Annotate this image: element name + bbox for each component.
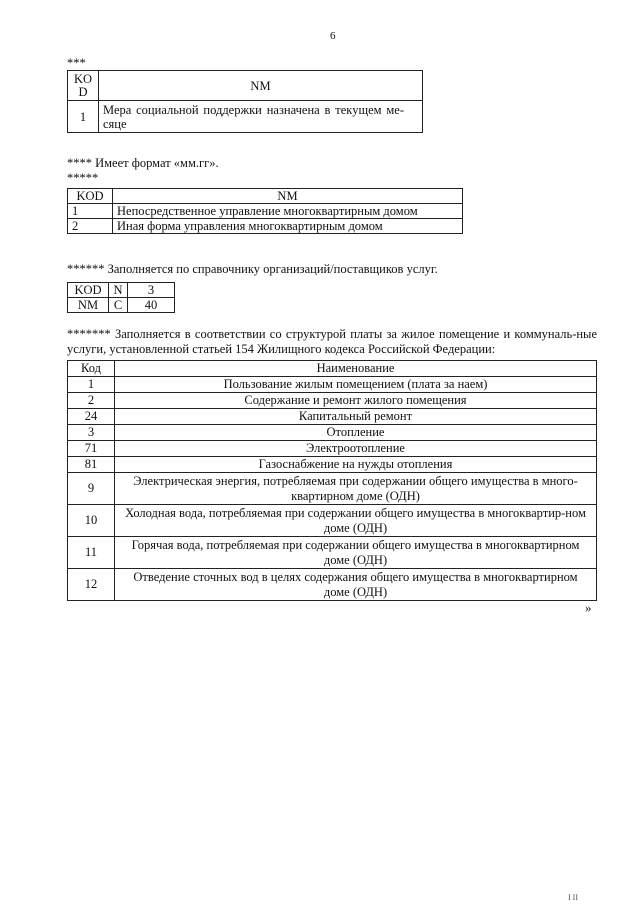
table-row xyxy=(68,425,597,441)
note3-table xyxy=(67,70,423,133)
row-name: Холодная вода, потребляемая при содержании общего имущества в многоквартир-ном доме (ОДН) xyxy=(115,505,597,537)
cell-type: N xyxy=(109,283,128,298)
row-name: Электроотопление xyxy=(115,441,597,457)
header-code: KOD xyxy=(68,189,113,204)
table-row xyxy=(68,473,597,505)
cell-length: 40 xyxy=(128,298,175,313)
table-row xyxy=(68,377,597,393)
row-code: 10 xyxy=(68,505,115,537)
row-name: Отопление xyxy=(115,425,597,441)
table-header-row xyxy=(68,71,423,101)
row-code: 3 xyxy=(68,425,115,441)
table-row xyxy=(68,505,597,537)
row-name: Капитальный ремонт xyxy=(115,409,597,425)
row-code: 24 xyxy=(68,409,115,425)
table-row xyxy=(68,283,175,298)
table-row xyxy=(68,457,597,473)
row-code: 1 xyxy=(68,377,115,393)
row-code: 2 xyxy=(68,393,115,409)
footer-mark: I II xyxy=(568,893,578,902)
note7-text: ******* Заполняется в соответствии со структурой платы за жилое помещение и коммуналь-ные услуги, установленной статьей 154 Жилищного кодекса Российской Федерации: xyxy=(67,327,597,356)
row-name: Электрическая энергия, потребляемая при содержании общего имущества в много-квартирном доме (ОДН) xyxy=(115,473,597,505)
row-name: Иная форма управления многоквартирным домом xyxy=(113,219,463,234)
table-row xyxy=(68,219,463,234)
table-header-row xyxy=(68,361,597,377)
row-code: 2 xyxy=(68,219,113,234)
row-code: 9 xyxy=(68,473,115,505)
row-code: 12 xyxy=(68,569,115,601)
table-row xyxy=(68,393,597,409)
note4-text: **** Имеет формат «мм.гг». xyxy=(67,156,219,170)
cell-field: NM xyxy=(68,298,109,313)
note3-marker: *** xyxy=(67,56,86,70)
closing-quote-mark: » xyxy=(585,600,592,615)
cell-type: C xyxy=(109,298,128,313)
row-code: 11 xyxy=(68,537,115,569)
header-name: NM xyxy=(99,71,423,101)
table-row xyxy=(68,101,423,133)
note6-text: ****** Заполняется по справочнику организаций/поставщиков услуг. xyxy=(67,262,438,276)
row-name: Отведение сточных вод в целях содержания общего имущества в многоквартирном доме (ОДН) xyxy=(115,569,597,601)
header-code: Код xyxy=(68,361,115,377)
table-header-row xyxy=(68,189,463,204)
header-name: Наименование xyxy=(115,361,597,377)
note6-table xyxy=(67,282,175,313)
row-name: Горячая вода, потребляемая при содержании общего имущества в многоквартирном доме (ОДН) xyxy=(115,537,597,569)
row-code: 81 xyxy=(68,457,115,473)
cell-length: 3 xyxy=(128,283,175,298)
table-row xyxy=(68,298,175,313)
row-name: Содержание и ремонт жилого помещения xyxy=(115,393,597,409)
row-code: 1 xyxy=(68,101,99,133)
note5-marker: ***** xyxy=(67,171,99,185)
row-code: 1 xyxy=(68,204,113,219)
table-row xyxy=(68,409,597,425)
row-name: Пользование жилым помещением (плата за наем) xyxy=(115,377,597,393)
row-name: Газоснабжение на нужды отопления xyxy=(115,457,597,473)
table-row xyxy=(68,569,597,601)
header-name: NM xyxy=(113,189,463,204)
table-row xyxy=(68,204,463,219)
row-name: Непосредственное управление многоквартирным домом xyxy=(113,204,463,219)
table-row xyxy=(68,441,597,457)
cell-field: KOD xyxy=(68,283,109,298)
note7-table xyxy=(67,360,597,601)
table-row xyxy=(68,537,597,569)
page-number: 6 xyxy=(330,30,336,42)
header-code: KO D xyxy=(68,71,99,101)
note5-table xyxy=(67,188,463,234)
row-code: 71 xyxy=(68,441,115,457)
row-name: Мера социальной поддержки назначена в текущем ме-сяце xyxy=(99,101,423,133)
